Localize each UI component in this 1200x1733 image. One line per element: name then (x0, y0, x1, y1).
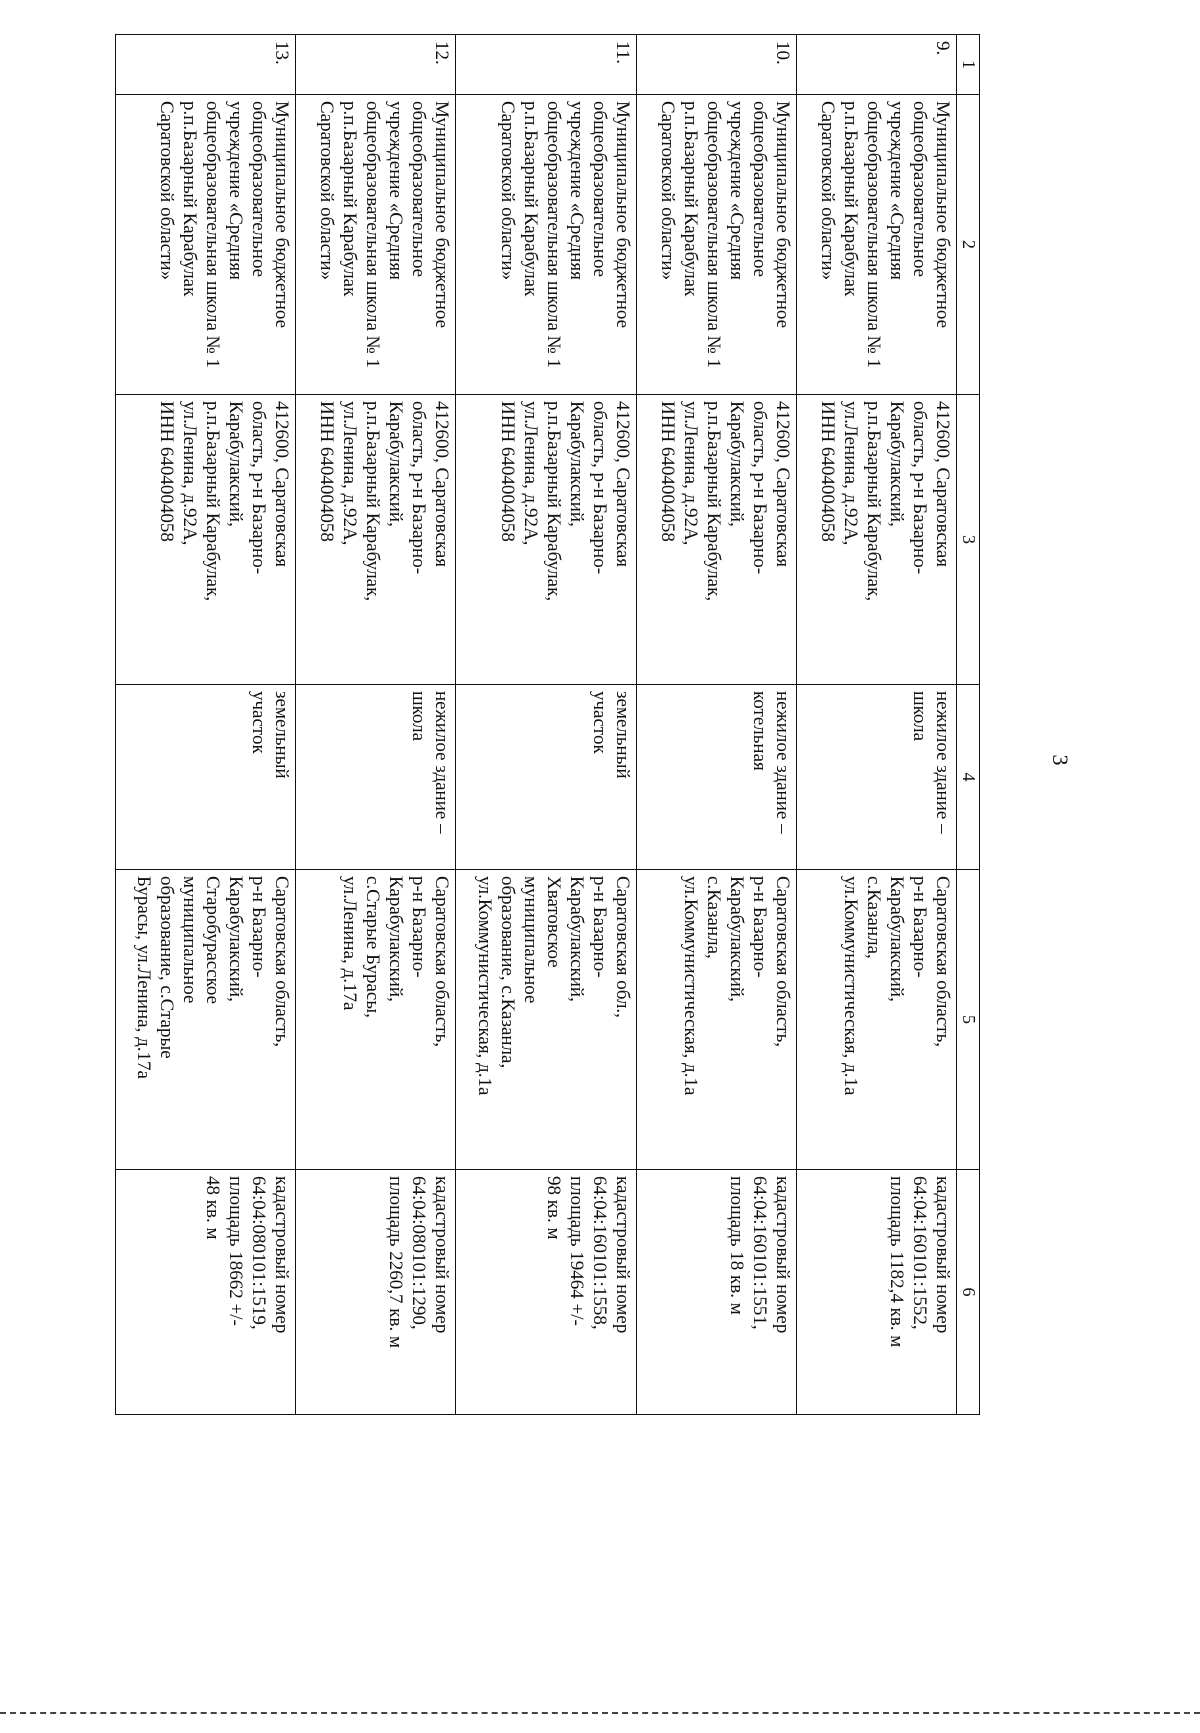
location-cell-line: Карабулакский, (385, 876, 407, 1002)
row-number-cell: 10. (636, 35, 796, 95)
details-cell-line: 64:04:080101:1519, (248, 1176, 270, 1330)
location-cell-line: Саратовская обл., (611, 876, 633, 1018)
owner-cell-line: Муниципальное бюджетное (771, 101, 793, 329)
owner-address-cell-line: р.п.Базарный Карабулак, (702, 401, 724, 602)
location-cell-line: ул.Коммунистическая, д.1а (679, 876, 701, 1096)
details-cell-line: площадь 1182,4 кв. м (886, 1176, 907, 1348)
owner-cell-line: общеобразовательное (408, 101, 430, 278)
object-type-cell-line: участок (248, 691, 270, 754)
object-type-cell-line: школа (408, 691, 430, 742)
location-cell-line: р-н Базарно- (909, 876, 930, 978)
object-type-cell (116, 685, 296, 870)
location-cell-line: Саратовская область, (271, 876, 293, 1048)
header-cell-6: 6 (957, 1170, 980, 1415)
owner-cell-line: р.п.Базарный Карабулак (519, 101, 541, 297)
owner-address-cell (796, 395, 956, 685)
location-cell-line: с.Казанла, (702, 876, 724, 959)
owner-address-cell-line: 412600, Саратовская (932, 401, 953, 568)
owner-address-cell-line: р.п.Базарный Карабулак, (362, 401, 384, 602)
owner-address-cell-line: 412600, Саратовская (271, 401, 293, 568)
location-cell-line: Старобурасское (202, 876, 224, 1005)
object-type-cell-line: нежилое здание – (431, 691, 453, 834)
location-cell (296, 870, 456, 1170)
page-number: 3 (1048, 754, 1073, 766)
object-type-cell (296, 685, 456, 870)
location-cell (456, 870, 636, 1170)
details-cell-line: 64:04:160101:1558, (588, 1176, 610, 1330)
owner-address-cell-line: ИНН 6404004058 (496, 401, 518, 542)
details-cell-line: 64:04:160101:1552, (909, 1176, 930, 1330)
location-cell-line: р-н Базарно- (748, 876, 770, 978)
owner-cell-line: общеобразовательное (588, 101, 610, 278)
owner-address-cell (456, 395, 636, 685)
owner-address-cell-line: ул.Ленина, д.92А, (519, 401, 541, 546)
owner-address-cell (636, 395, 796, 685)
owner-address-cell-line: ИНН 6404004058 (817, 401, 838, 542)
details-cell-line: площадь 18662 +/- (225, 1176, 247, 1326)
owner-cell-line: Муниципальное бюджетное (611, 101, 633, 329)
property-table (115, 34, 980, 1415)
owner-address-cell (296, 395, 456, 685)
owner-address-cell-line: область, р-н Базарно- (588, 401, 610, 575)
location-cell-line: Карабулакский, (565, 876, 587, 1002)
owner-cell-line: Саратовской области» (656, 101, 678, 281)
owner-address-cell-line: Карабулакский, (886, 401, 907, 527)
owner-cell-line: р.п.Базарный Карабулак (679, 101, 701, 297)
owner-address-cell-line: ИНН 6404004058 (156, 401, 178, 542)
location-cell-line: Бурасы, ул.Ленина, д.17а (133, 876, 155, 1079)
table-row (456, 35, 636, 1415)
location-cell-line: муниципальное (179, 876, 201, 1004)
table-container (115, 34, 980, 1414)
location-cell-line: Карабулакский, (225, 876, 247, 1002)
row-number-cell: 12. (296, 35, 456, 95)
owner-cell-line: Муниципальное бюджетное (431, 101, 453, 329)
location-cell-line: образование, с.Казанла, (496, 876, 518, 1069)
location-cell-line: муниципальное (519, 876, 541, 1004)
row-number-cell: 9. (796, 35, 956, 95)
details-cell (636, 1170, 796, 1415)
location-cell-line: Саратовская область, (932, 876, 953, 1048)
owner-cell (456, 95, 636, 395)
details-cell-line: кадастровый номер (271, 1176, 293, 1334)
owner-cell (796, 95, 956, 395)
owner-cell-line: общеобразовательное (248, 101, 270, 278)
header-cell-4: 4 (957, 685, 980, 870)
location-cell-line: Карабулакский, (886, 876, 907, 1002)
location-cell-line: ул.Коммунистическая, д.1а (840, 876, 861, 1096)
object-type-cell-line: котельная (748, 691, 770, 771)
location-cell-line: с.Старые Бурасы, (362, 876, 384, 1018)
details-cell-line: кадастровый номер (431, 1176, 453, 1334)
owner-cell-line: общеобразовательная школа № 1 (542, 101, 564, 369)
owner-cell-line: учреждение «Средняя (886, 101, 907, 280)
owner-cell (116, 95, 296, 395)
details-cell-line: кадастровый номер (611, 1176, 633, 1334)
owner-address-cell-line: 412600, Саратовская (771, 401, 793, 568)
owner-cell-line: Муниципальное бюджетное (932, 101, 953, 329)
owner-address-cell-line: Карабулакский, (385, 401, 407, 527)
owner-address-cell-line: область, р-н Базарно- (248, 401, 270, 575)
owner-address-cell-line: ул.Ленина, д.92А, (339, 401, 361, 546)
owner-address-cell-line: ул.Ленина, д.92А, (179, 401, 201, 546)
location-cell-line: Карабулакский, (725, 876, 747, 1002)
table-row (796, 35, 956, 1415)
location-cell (116, 870, 296, 1170)
location-cell-line: ул.Ленина, д.17а (339, 876, 361, 1011)
header-cell-3: 3 (957, 395, 980, 685)
location-cell-line: Саратовская область, (771, 876, 793, 1048)
owner-address-cell-line: р.п.Базарный Карабулак, (202, 401, 224, 602)
owner-address-cell-line: ИНН 6404004058 (316, 401, 338, 542)
table-row (296, 35, 456, 1415)
owner-address-cell-line: р.п.Базарный Карабулак, (863, 401, 884, 602)
location-cell-line: р-н Базарно- (588, 876, 610, 978)
owner-cell-line: учреждение «Средняя (725, 101, 747, 280)
owner-cell-line: учреждение «Средняя (565, 101, 587, 280)
location-cell-line: ул.Коммунистическая, д.1а (473, 876, 495, 1096)
details-cell-line: кадастровый номер (771, 1176, 793, 1334)
owner-cell-line: Саратовской области» (316, 101, 338, 281)
location-cell-line: образование, с.Старые (156, 876, 178, 1059)
owner-address-cell-line: р.п.Базарный Карабулак, (542, 401, 564, 602)
details-cell-line: 64:04:080101:1290, (408, 1176, 430, 1330)
header-cell-1: 1 (957, 35, 980, 95)
owner-address-cell-line: Карабулакский, (565, 401, 587, 527)
object-type-cell-line: школа (909, 691, 930, 742)
header-cell-5: 5 (957, 870, 980, 1170)
object-type-cell (456, 685, 636, 870)
owner-cell-line: р.п.Базарный Карабулак (339, 101, 361, 297)
details-cell (296, 1170, 456, 1415)
row-number-cell: 11. (456, 35, 636, 95)
location-cell-line: р-н Базарно- (408, 876, 430, 978)
object-type-cell-line: нежилое здание – (771, 691, 793, 834)
owner-address-cell-line: 412600, Саратовская (431, 401, 453, 568)
details-cell-line: площадь 2260,7 кв. м (385, 1176, 407, 1349)
object-type-cell-line: участок (588, 691, 610, 754)
location-cell-line: Саратовская область, (431, 876, 453, 1048)
rotated-table-frame (115, 34, 980, 1414)
object-type-cell (796, 685, 956, 870)
owner-cell-line: Саратовской области» (817, 101, 838, 281)
scan-edge-line (0, 1712, 1200, 1714)
owner-cell-line: р.п.Базарный Карабулак (179, 101, 201, 297)
details-cell-line: площадь 18 кв. м (725, 1176, 747, 1315)
table-row (116, 35, 296, 1415)
row-number-cell: 13. (116, 35, 296, 95)
owner-cell-line: Саратовской области» (496, 101, 518, 281)
details-cell-line: 64:04:160101:1551, (748, 1176, 770, 1330)
details-cell-line: кадастровый номер (932, 1176, 953, 1334)
location-cell-line: Хватовское (542, 876, 564, 968)
owner-cell-line: общеобразовательное (909, 101, 930, 278)
object-type-cell (636, 685, 796, 870)
owner-cell-line: общеобразовательная школа № 1 (362, 101, 384, 369)
object-type-cell-line: земельный (271, 691, 293, 779)
owner-cell-line: общеобразовательная школа № 1 (202, 101, 224, 369)
details-cell-line: площадь 19464 +/- (565, 1176, 587, 1326)
owner-address-cell (116, 395, 296, 685)
owner-cell-line: р.п.Базарный Карабулак (840, 101, 861, 297)
owner-cell-line: учреждение «Средняя (385, 101, 407, 280)
location-cell (636, 870, 796, 1170)
owner-cell-line: Муниципальное бюджетное (271, 101, 293, 329)
location-cell-line: с.Казанла, (863, 876, 884, 959)
table-body (116, 35, 957, 1415)
owner-address-cell-line: Карабулакский, (725, 401, 747, 527)
details-cell (796, 1170, 956, 1415)
location-cell (796, 870, 956, 1170)
owner-address-cell-line: ул.Ленина, д.92А, (679, 401, 701, 546)
owner-cell (636, 95, 796, 395)
owner-address-cell-line: ИНН 6404004058 (656, 401, 678, 542)
owner-cell (296, 95, 456, 395)
owner-address-cell-line: область, р-н Базарно- (408, 401, 430, 575)
location-cell-line: р-н Базарно- (248, 876, 270, 978)
owner-address-cell-line: Карабулакский, (225, 401, 247, 527)
owner-address-cell-line: область, р-н Базарно- (748, 401, 770, 575)
owner-cell-line: Саратовской области» (156, 101, 178, 281)
owner-address-cell-line: 412600, Саратовская (611, 401, 633, 568)
details-cell-line: 48 кв. м (202, 1176, 224, 1240)
owner-address-cell-line: область, р-н Базарно- (909, 401, 930, 575)
owner-cell-line: учреждение «Средняя (225, 101, 247, 280)
table-row (636, 35, 796, 1415)
owner-cell-line: общеобразовательная школа № 1 (702, 101, 724, 369)
object-type-cell-line: земельный (611, 691, 633, 779)
owner-cell-line: общеобразовательная школа № 1 (863, 101, 884, 369)
owner-cell-line: общеобразовательное (748, 101, 770, 278)
details-cell-line: 98 кв. м (542, 1176, 564, 1240)
owner-address-cell-line: ул.Ленина, д.92А, (840, 401, 861, 546)
header-cell-2: 2 (957, 95, 980, 395)
header-row (957, 35, 980, 1415)
object-type-cell-line: нежилое здание – (932, 691, 953, 834)
details-cell (456, 1170, 636, 1415)
details-cell (116, 1170, 296, 1415)
